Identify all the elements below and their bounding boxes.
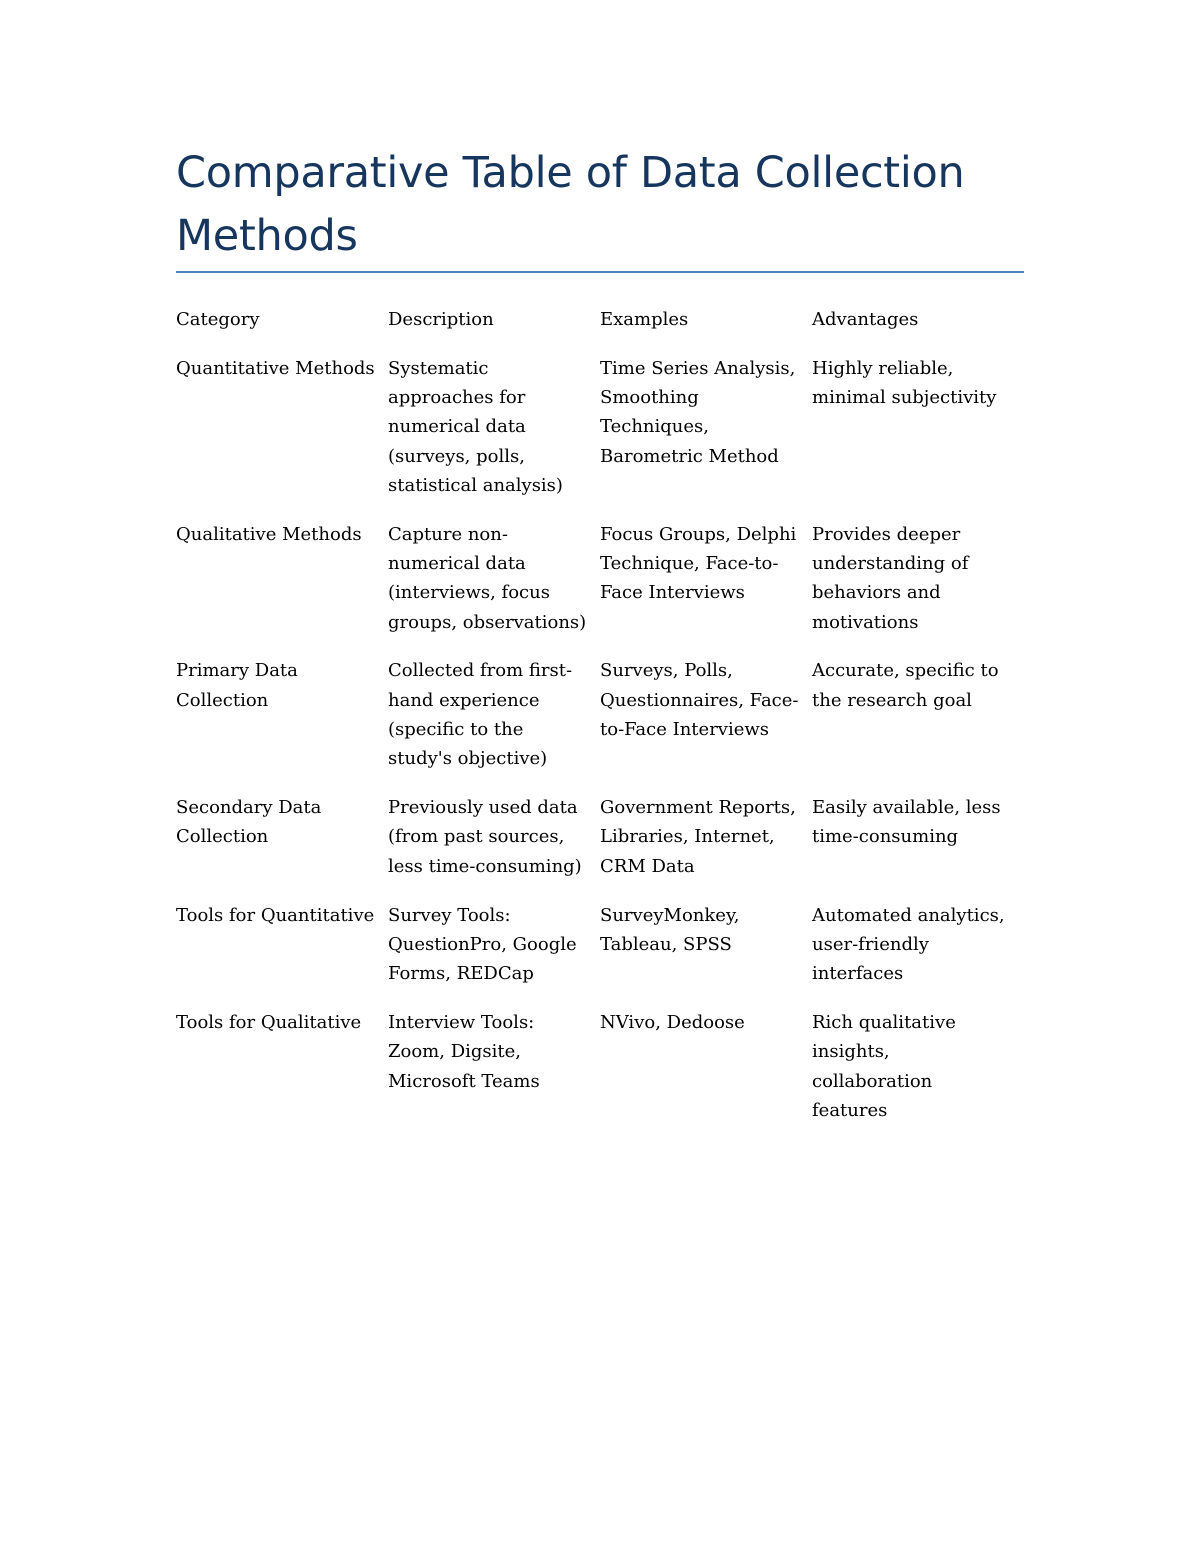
header-advantages: Advantages <box>812 309 919 330</box>
header-examples: Examples <box>600 309 689 330</box>
table-row <box>176 1008 1024 1145</box>
cell-description: Interview Tools: Zoom, Digsite, Microsoft Teams <box>388 1011 540 1092</box>
cell-advantages: Accurate, specific to the research goal <box>812 660 999 711</box>
cell-description: Capture non-numerical data (interviews, focus groups, observations) <box>388 523 587 633</box>
cell-advantages: Provides deeper understanding of behaviors and motivations <box>812 523 969 633</box>
header-category: Category <box>176 309 260 330</box>
title-underline-rule <box>176 271 1024 273</box>
table-row <box>176 793 1024 900</box>
cell-advantages: Highly reliable, minimal subjectivity <box>812 357 997 409</box>
cell-category: Tools for Qualitative <box>176 1011 362 1033</box>
cell-examples: SurveyMonkey, Tableau, SPSS <box>600 904 740 955</box>
cell-category: Tools for Quantitative <box>176 904 375 926</box>
cell-category: Qualitative Methods <box>176 523 362 545</box>
cell-examples: Government Reports, Libraries, Internet, CRM Data <box>600 797 796 877</box>
cell-examples: Time Series Analysis, Smoothing Techniques, Barometric Method <box>600 357 796 467</box>
cell-category: Primary Data Collection <box>176 660 298 711</box>
cell-examples: Focus Groups, Delphi Technique, Face-to-Face Interviews <box>600 523 797 604</box>
cell-description: Survey Tools: QuestionPro, Google Forms, REDCap <box>388 904 577 985</box>
cell-description: Previously used data (from past sources, less time-consuming) <box>388 797 582 877</box>
cell-examples: NVivo, Dedoose <box>600 1011 745 1033</box>
cell-advantages: Automated analytics, user-friendly interfaces <box>812 904 1005 985</box>
header-description: Description <box>388 309 494 330</box>
cell-advantages: Rich qualitative insights, collaboration features <box>812 1011 956 1121</box>
cell-description: Collected from first-hand experience (specific to the study's objective) <box>388 660 573 770</box>
table-header-row <box>176 305 1024 354</box>
document-title: Comparative Table of Data Collection Methods <box>176 148 965 261</box>
cell-examples: Surveys, Polls, Questionnaires, Face-to-Face Interviews <box>600 660 799 741</box>
cell-category: Quantitative Methods <box>176 357 375 379</box>
table-row <box>176 656 1024 793</box>
table-row <box>176 901 1024 1008</box>
cell-category: Secondary Data Collection <box>176 797 322 848</box>
comparison-table <box>176 305 1024 1145</box>
cell-advantages: Easily available, less time-consuming <box>812 797 1001 848</box>
table-row <box>176 520 1024 657</box>
table-row <box>176 354 1024 520</box>
cell-description: Systematic approaches for numerical data (surveys, polls, statistical analysis) <box>388 357 563 496</box>
